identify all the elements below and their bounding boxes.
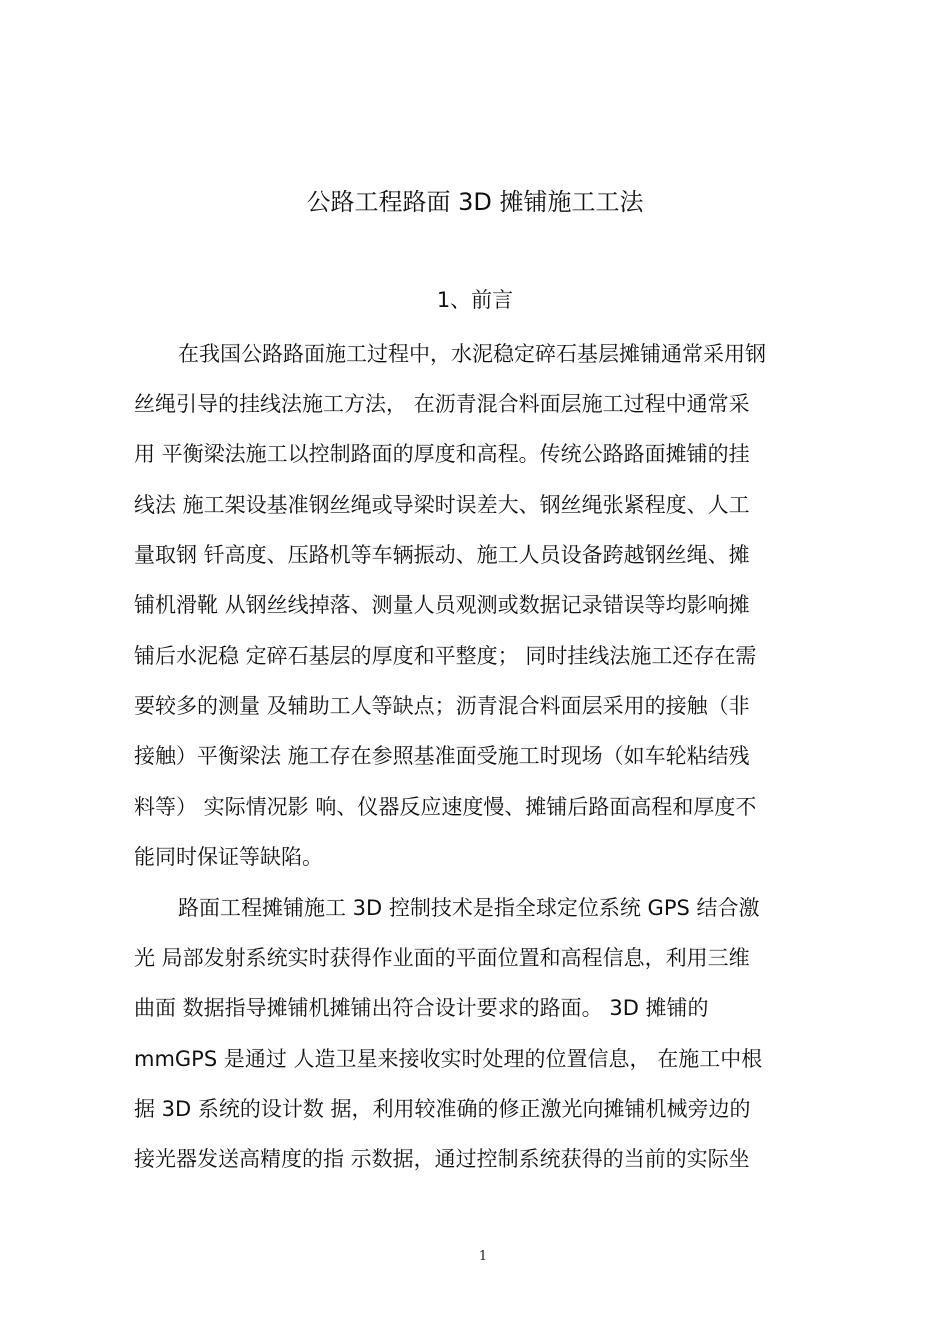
paragraph-line: 量取钢 钎高度、压路机等车辆振动、施工人员设备跨越钢丝绳、摊 (134, 543, 750, 567)
paragraph-line: 路面工程摊铺施工 3D 控制技术是指全球定位系统 GPS 结合激 (178, 896, 760, 920)
paragraph-line: 能同时保证等缺陷。 (134, 845, 323, 869)
document-title: 公路工程路面 3D 摊铺施工工法 (306, 188, 644, 216)
paragraph-line: 要较多的测量 及辅助工人等缺点；沥青混合料面层采用的接触（非 (134, 694, 750, 718)
paragraph-line: 铺后水泥稳 定碎石基层的厚度和平整度； 同时挂线法施工还存在需 (134, 644, 757, 668)
paragraph-line: 线法 施工架设基准钢丝绳或导梁时误差大、钢丝绳张紧程度、人工 (134, 493, 750, 517)
paragraph-line: mmGPS 是通过 人造卫星来接收实时处理的位置信息， 在施工中根 (134, 1047, 763, 1071)
paragraph-line: 接光器发送高精度的指 示数据，通过控制系统获得的当前的实际坐 (134, 1147, 750, 1171)
paragraph-line: 接触）平衡梁法 施工存在参照基准面受施工时现场（如车轮粘结残 (134, 744, 750, 768)
paragraph-line: 铺机滑靴 从钢丝线掉落、测量人员观测或数据记录错误等均影响摊 (134, 593, 750, 617)
paragraph-line: 据 3D 系统的设计数 据，利用较准确的修正激光向摊铺机械旁边的 (134, 1097, 751, 1121)
paragraph-line: 光 局部发射系统实时获得作业面的平面位置和高程信息，利用三维 (134, 946, 750, 970)
section-heading: 1、前言 (436, 288, 514, 312)
paragraph-line: 在我国公路路面施工过程中，水泥稳定碎石基层摊铺通常采用钢 (178, 342, 766, 366)
paragraph-line: 丝绳引导的挂线法施工方法， 在沥青混合料面层施工过程中通常采 (134, 392, 750, 416)
paragraph-line: 曲面 数据指导摊铺机摊铺出符合设计要求的路面。 3D 摊铺的 (134, 996, 709, 1020)
page-number: 1 (478, 1249, 488, 1264)
paragraph-line: 料等） 实际情况影 响、仪器反应速度慢、摊铺后路面高程和厚度不 (134, 795, 757, 819)
paragraph-line: 用 平衡梁法施工以控制路面的厚度和高程。传统公路路面摊铺的挂 (134, 442, 750, 466)
